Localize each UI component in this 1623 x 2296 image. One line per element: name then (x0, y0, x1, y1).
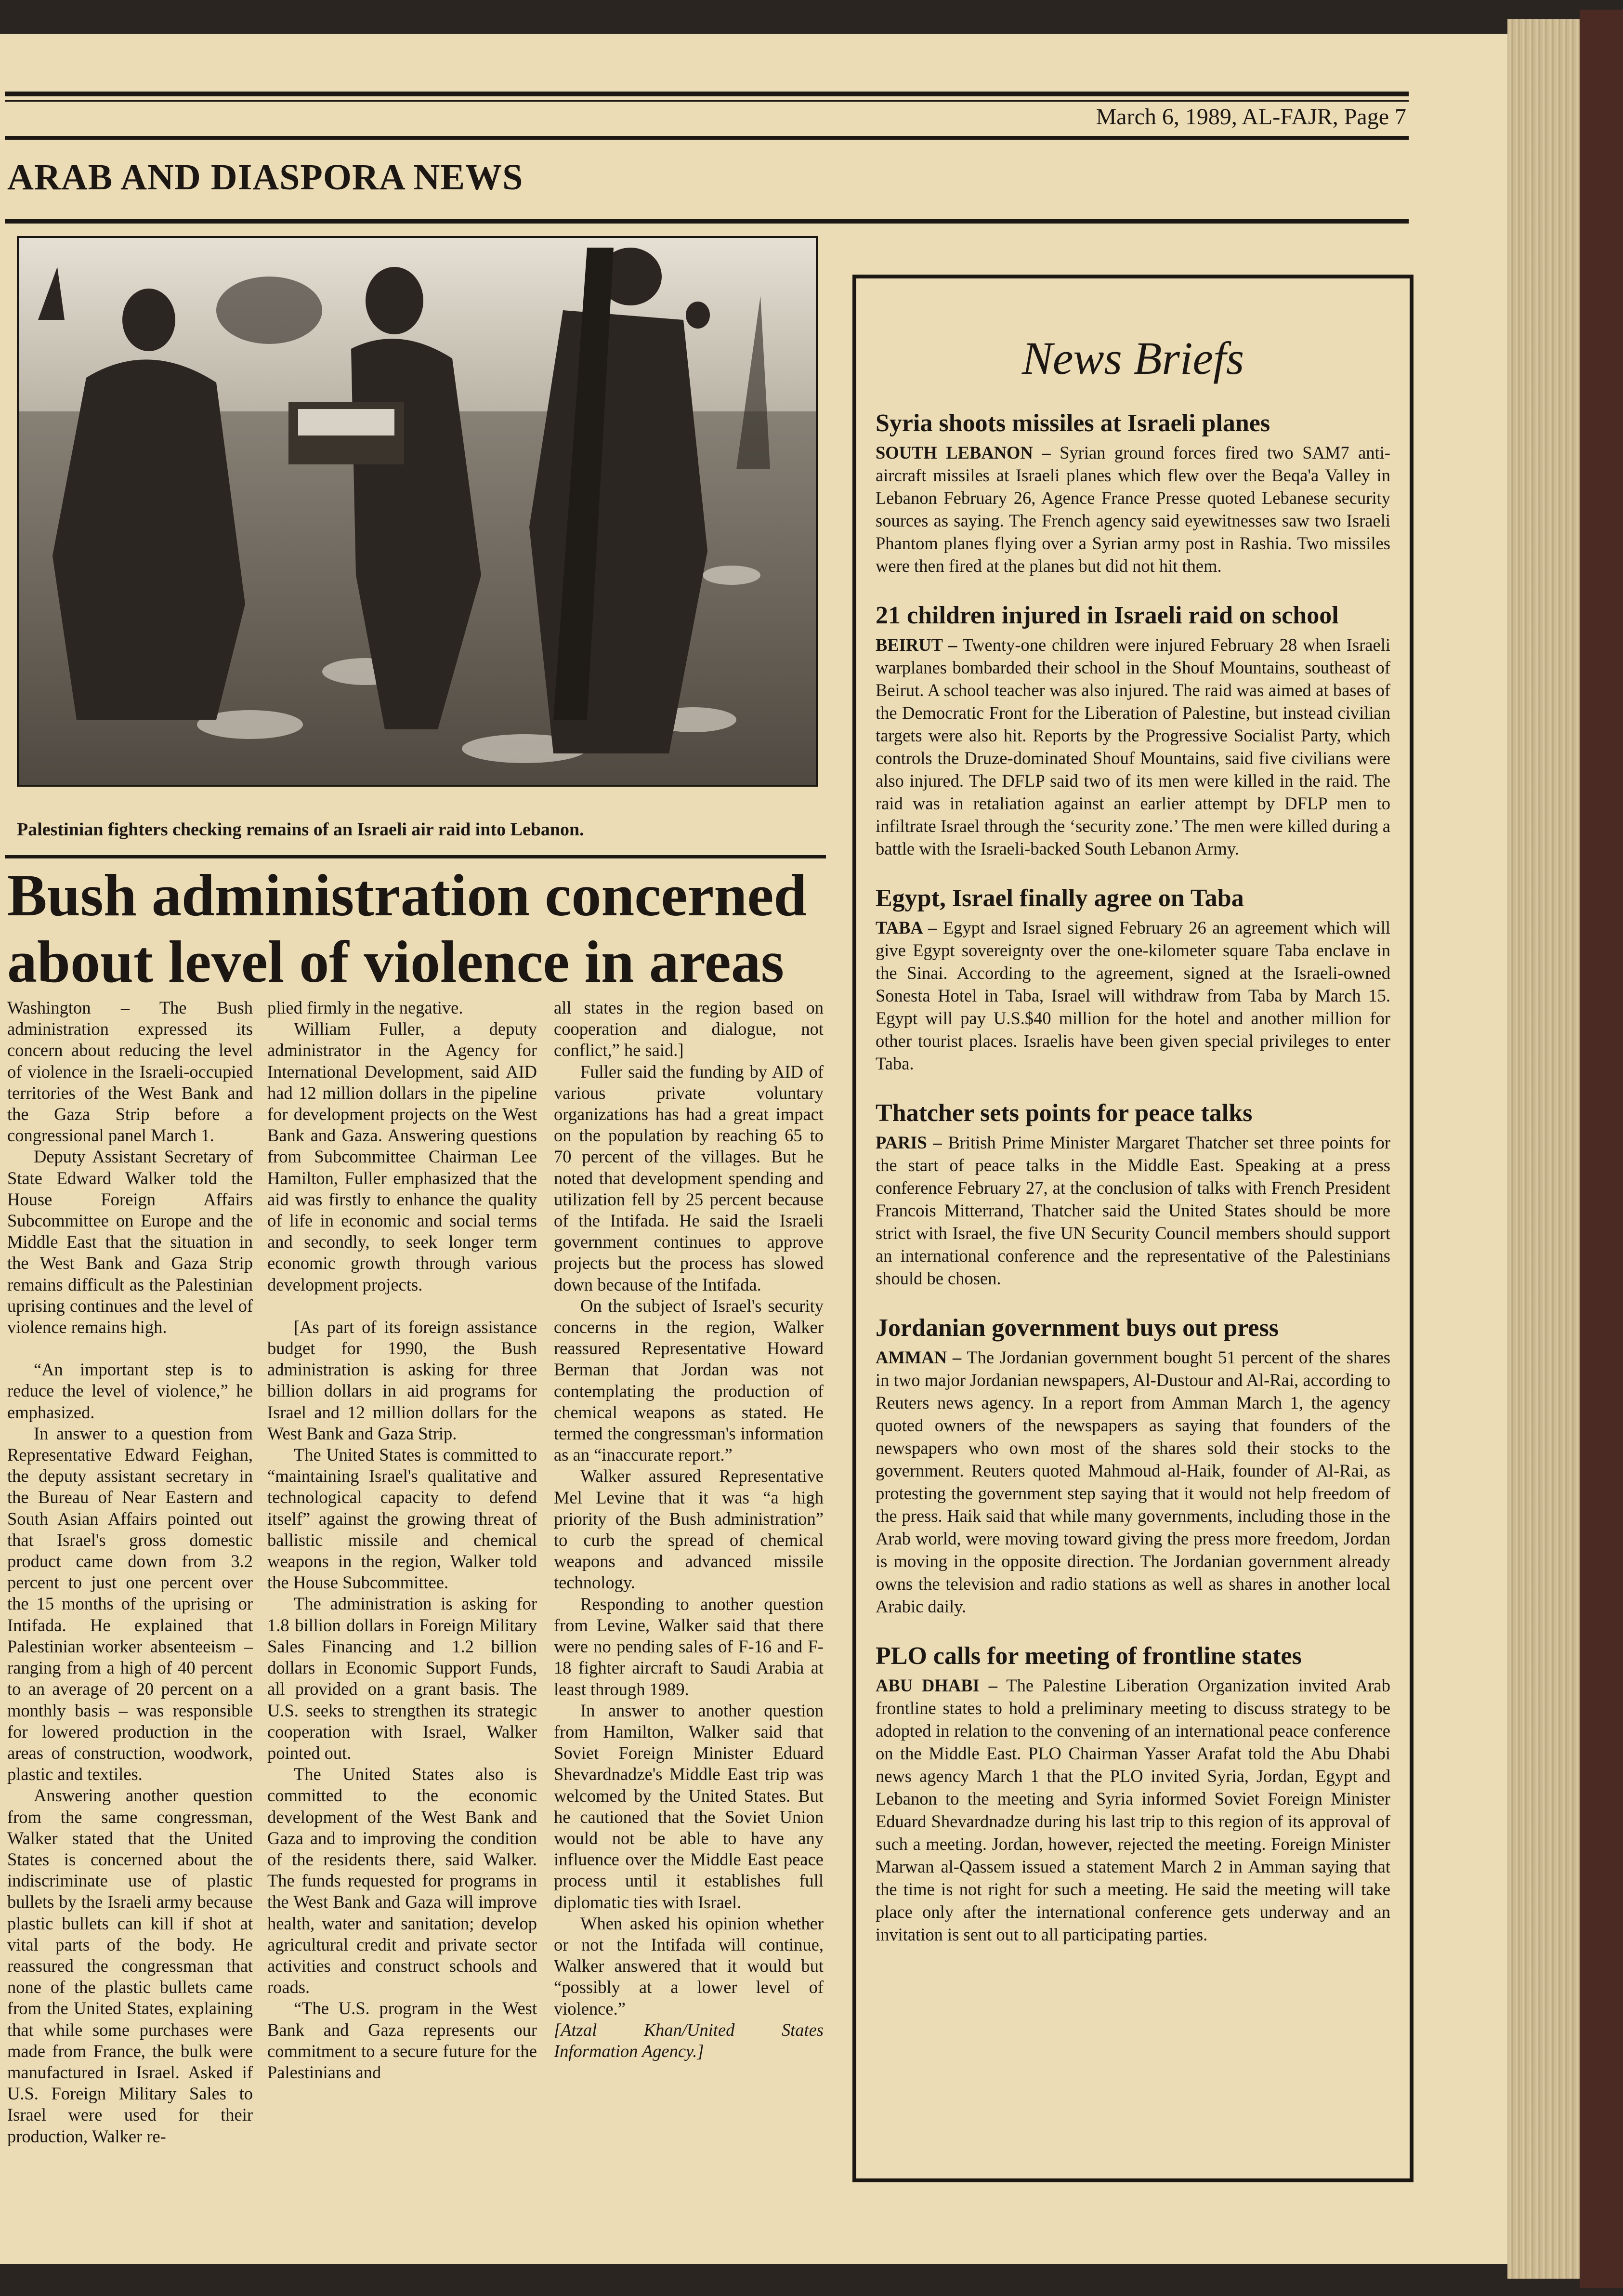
article-paragraph: In answer to a question from Representative Edward Feighan, the deputy assistant secretary in the Bureau of Near Eastern and South Asian Affairs pointed out that Israel's gross domestic product came down from 3.2 percent to just one percent over the 15 months of the uprising or Intifada. He explained that Palestinian worker absenteeism – ranging from a high of 40 percent to an average of 20 percent on a monthly basis – was responsible for lowered production in the areas of construction, woodwork, plastic and textiles. (7, 1423, 253, 1784)
brief-location: ABU DHABI – (876, 1676, 997, 1695)
brief-body: The Jordanian government bought 51 percent of the shares in two major Jordanian newspapers, Al-Dustour and Al-Rai, according to Reuters news agency. In a report from Amman March 1, the agency quoted owners of the newspapers as saying that founders of the newspapers who own most of the shares sold their stocks to the government. Reuters quoted Mahmoud al-Haik, founder of Al-Rai, as protesting the government step saying that it would not help freedom of the press. Haik said that while many governments, including those in the Arab world, were moving toward giving the press more freedom, Jordan is moving in the opposite direction. The Jordanian government already owns the television and radio stations as well as shares in another local Arabic daily. (876, 1347, 1390, 1616)
article-column-3 (554, 997, 824, 2062)
article-paragraph: The administration is asking for 1.8 billion dollars in Foreign Military Sales Financing and 1.2 billion dollars in Economic Support Funds, all provided on a grant basis. The U.S. seeks to strengthen its strategic cooperation with Israel, Walker pointed out. (267, 1594, 537, 1763)
article-paragraph: Fuller said the funding by AID of various private voluntary organizations has had a great impact on the population by reaching 65 to 70 percent of the villages. But he noted that development spending and utilization fell by 25 percent because of the Intifada. He said the Israeli government continues to approve projects but the process has slowed down because of the Intifada. (554, 1061, 824, 1294)
article-paragraph: plied firmly in the negative. (267, 998, 463, 1017)
brief-headline: 21 children injured in Israeli raid on school (876, 602, 1339, 629)
brief-location: TABA – (876, 918, 937, 937)
article-paragraph: [As part of its foreign assistance budget for 1990, the Bush administration is asking for three billion dollars in aid programs for Israel and 12 million dollars for the West Bank and Gaza Strip. (267, 1317, 537, 1443)
news-brief (876, 1314, 1390, 1618)
brief-body: British Prime Minister Margaret Thatcher set three points for the start of peace talks in the Middle East. Speaking at a press conference February 27, at the conclusion of talks with French President Francois Mitterrand, Thatcher said the United States should be more strict with Israel, the five UN Security Council members should support an international conference and the representative of the Palestinians should be chosen. (876, 1133, 1391, 1288)
article-paragraph: Deputy Assistant Secretary of State Edward Walker told the House Foreign Affairs Subcommittee on Europe and the Middle East that the situation in the West Bank and Gaza Strip remains difficult as the Palestinian uprising continues and the level of violence remains high. (7, 1147, 253, 1337)
section-rule (5, 219, 1409, 224)
dateline: March 6, 1989, AL-FAJR, Page 7 (1096, 104, 1406, 130)
brief-location: SOUTH LEBANON – (876, 443, 1051, 462)
article-headline: Bush administration concerned about level of violence in areas (7, 862, 807, 995)
brief-headline: Thatcher sets points for peace talks (876, 1099, 1253, 1127)
news-brief (876, 601, 1390, 860)
news-photo (17, 236, 818, 787)
brief-body: Syrian ground forces fired two SAM7 anti-aircraft missiles at Israeli planes which flew over the Beqa'a Valley in Lebanon February 26, Agence France Presse quoted Lebanese security sources as saying. The French agency said eyewitnesses saw two Israeli Phantom planes flying over a Syrian army post in Rashia. Two missiles were then fired at the planes but did not hit them. (876, 443, 1390, 576)
brief-headline: Syria shoots missiles at Israeli planes (876, 409, 1270, 437)
top-rule-thin (5, 100, 1409, 102)
brief-location: BEIRUT – (876, 635, 957, 655)
article-column-2 (267, 997, 537, 2083)
article-paragraph: When asked his opinion whether or not the Intifada will continue, Walker answered that it would but “possibly at a lower level of violence.” (554, 1913, 824, 2019)
article-paragraph: “The U.S. program in the West Bank and Gaza represents our commitment to a secure future for the Palestinians and (267, 1998, 537, 2082)
newspaper-page (0, 34, 1507, 2264)
headline-rule (5, 855, 826, 858)
brief-body: Egypt and Israel signed February 26 an agreement which will give Egypt sovereignty over the one-kilometer square Taba enclave in the Sinai. According to the agreement, signed at the Israeli-owned Sonesta Hotel in Taba, Israel will withdraw from Taba by March 15. Egypt will pay U.S.$40 million for the hotel and another million for other tourist places. Israelis have been given special privileges to enter Taba. (876, 918, 1391, 1073)
news-briefs-title: News Briefs (1021, 332, 1244, 384)
article-paragraph: William Fuller, a deputy administrator in the Agency for International Development, said AID had 12 million dollars in the pipeline for development projects on the West Bank and Gaza. Answering questions from Subcommittee Chairman Lee Hamilton, Fuller emphasized that the aid was firstly to enhance the quality of life in economic and social terms and secondly, to seek longer term economic growth through various development projects. (267, 1019, 537, 1294)
brief-headline: Egypt, Israel finally agree on Taba (876, 884, 1244, 912)
article-paragraph: Responding to another question from Levine, Walker said that there were no pending sales of F-16 and F-18 fighter aircraft to Saudi Arabia at least through 1989. (554, 1594, 824, 1699)
article-paragraph: all states in the region based on cooperation and dialogue, not conflict,” he said.] (554, 998, 824, 1060)
article-column-1 (7, 997, 253, 2147)
article-paragraph: Answering another question from the same congressman, Walker stated that the United States is concerned about the indiscriminate use of plastic bullets by the Israeli army because plastic bullets can kill if shot at vital parts of the body. He reassured the congressman that none of the plastic bullets came from the United States, explaining that while some purchases were made from France, the bulk were manufactured in Israel. Asked if U.S. Foreign Military Sales to Israel were used for their production, Walker re- (7, 1785, 253, 2146)
article-byline: [Atzal Khan/United States Information Agency.] (554, 2019, 824, 2061)
article-paragraph: Walker assured Representative Mel Levine that it was “a high priority of the Bush administration” to curb the spread of chemical weapons and advanced missile technology. (554, 1466, 824, 1593)
book-cover-edge (1580, 10, 1623, 2288)
section-title: ARAB AND DIASPORA NEWS (7, 157, 524, 198)
bound-page-edges (1507, 19, 1580, 2279)
brief-headline: Jordanian government buys out press (876, 1314, 1279, 1342)
news-brief (876, 884, 1390, 1075)
article-paragraph: On the subject of Israel's security concerns in the region, Walker reassured Representative Howard Berman that Jordan was not contemplating the production of chemical weapons as stated. He termed the congressman's information as an “inaccurate report.” (554, 1295, 824, 1465)
brief-body: Twenty-one children were injured February 28 when Israeli warplanes bombarded their school in the Shouf Mountains, southeast of Beirut. A school teacher was also injured. The raid was aimed at bases of the Democratic Front for the Liberation of Palestine, but instead civilian targets were also hit. Reports by the Progressive Socialist Party, which controls the Druze-dominated Shouf Mountains, said five civilians were also injured. The DFLP said two of its men were killed in the raid. The raid was in retaliation against an earlier attempt by DFLP men to infiltrate Israel through the ‘security zone.’ The men were killed during a battle with the Israeli-backed South Lebanon Army. (876, 635, 1390, 858)
photo-caption: Palestinian fighters checking remains of an Israeli air raid into Lebanon. (17, 819, 584, 840)
news-brief (876, 1099, 1390, 1290)
news-brief (876, 1642, 1390, 1946)
brief-location: PARIS – (876, 1133, 942, 1152)
brief-headline: PLO calls for meeting of frontline states (876, 1642, 1302, 1670)
article-paragraph: The United States also is committed to the economic development of the West Bank and Gaza and to improving the condition of the residents there, said Walker. The funds requested for programs in the West Bank and Gaza will improve health, water and sanitation; develop agricultural credit and private sector activities and construct schools and roads. (267, 1764, 537, 1997)
photo-illustration (19, 238, 816, 785)
article-paragraph: “An important step is to reduce the level of violence,” he emphasized. (7, 1359, 253, 1422)
brief-body: The Palestine Liberation Organization invited Arab frontline states to hold a preliminary meeting to discuss strategy to be adopted in relation to the convening of an international peace conference on the Middle East. PLO Chairman Yasser Arafat told the Abu Dhabi news agency March 1 that the PLO invited Syria, Jordan, Egypt and Lebanon to the meeting and Syria informed Soviet Foreign Minister Eduard Shevardnadze during his last trip to this region of its approval of such a meeting. Jordan, however, rejected the meeting. Foreign Minister Marwan al-Qassem issued a statement March 2 in Amman saying that the time is not right for such a meeting. He said the meeting will take place only after the international conference gets underway and an invitation is sent out to all participating parties. (876, 1676, 1390, 1944)
article-paragraph: In answer to another question from Hamilton, Walker said that Soviet Foreign Minister Eduard Shevardnadze's Middle East trip was welcomed by the United States. But he cautioned that the Soviet Union would not be able to have any influence over the Middle East peace process until it establishes full diplomatic ties with Israel. (554, 1700, 824, 1912)
article-paragraph: The United States is committed to “maintaining Israel's qualitative and technological capacity to defend itself” against the growing threat of ballistic missile and chemical weapons in the region, Walker told the House Subcommittee. (267, 1445, 537, 1593)
top-rule (5, 92, 1409, 96)
article-paragraph: Washington – The Bush administration expressed its concern about reducing the level of violence in the Israeli-occupied territories of the West Bank and the Gaza Strip before a congressional panel March 1. (7, 998, 253, 1146)
news-briefs-box (852, 275, 1414, 2182)
dateline-rule (5, 136, 1409, 140)
news-brief (876, 409, 1390, 577)
brief-location: AMMAN – (876, 1347, 962, 1367)
